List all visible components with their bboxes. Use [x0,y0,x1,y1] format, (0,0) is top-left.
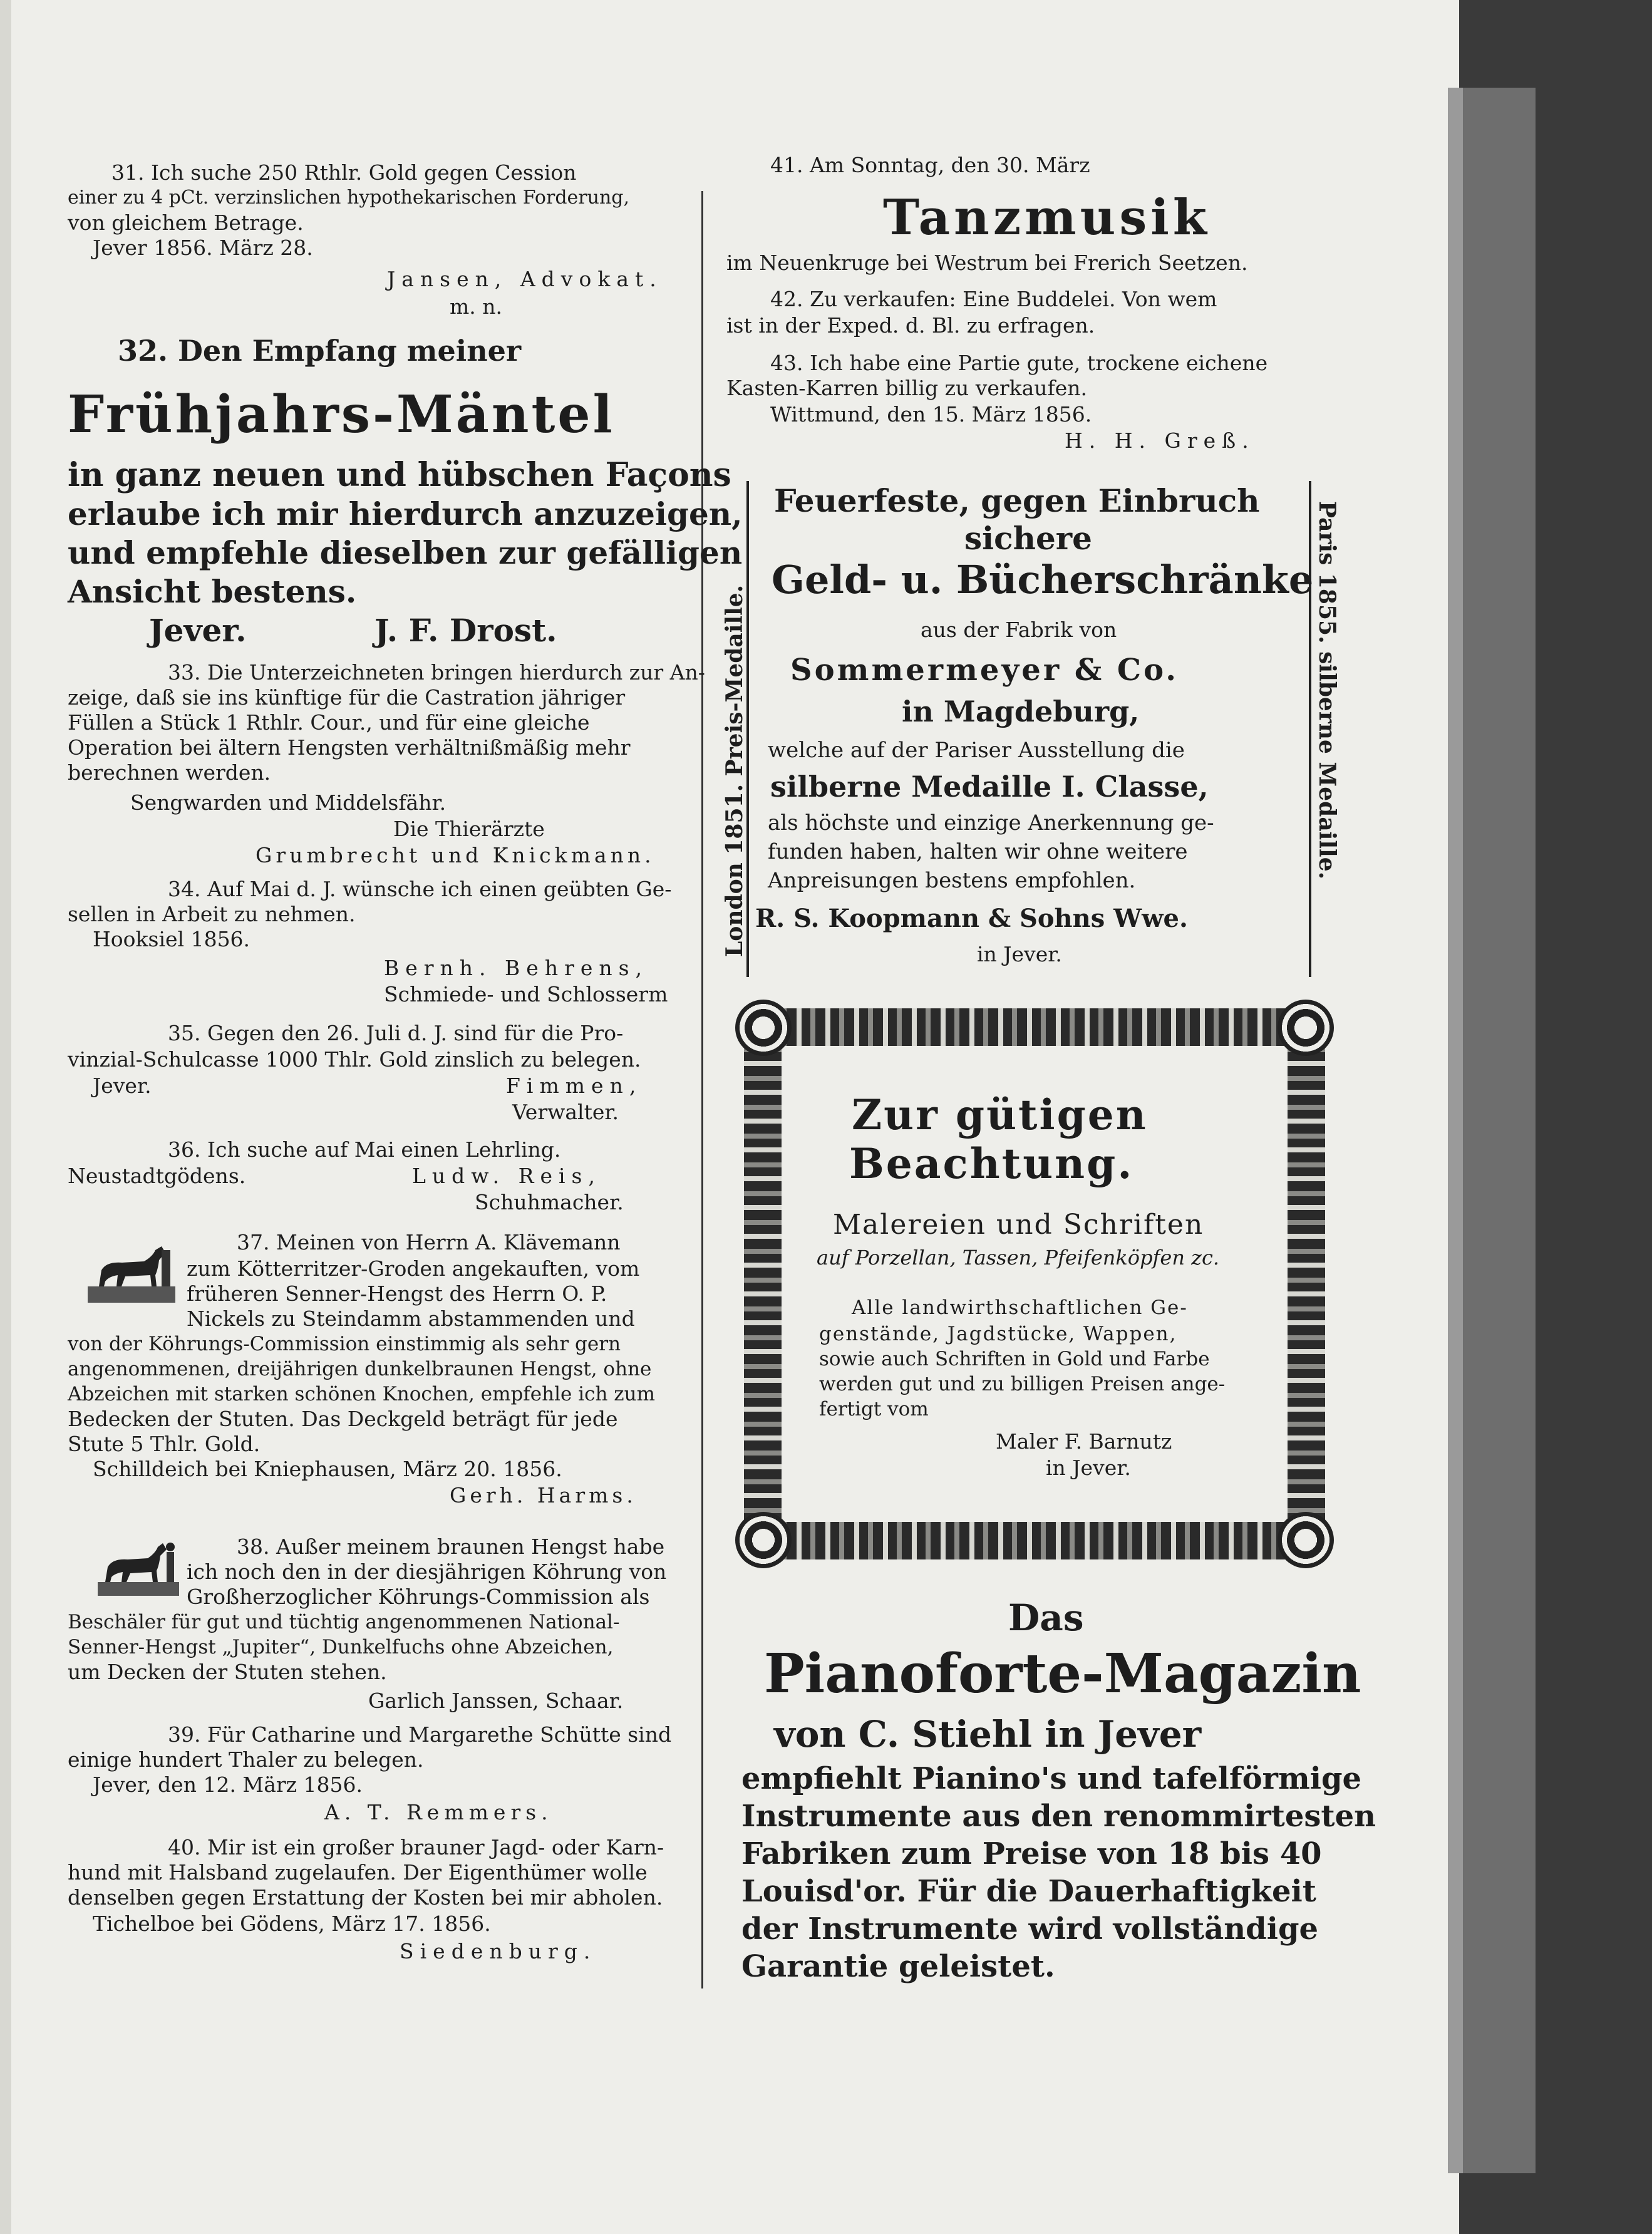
ad33-line3: Füllen a Stück 1 Rthlr. Cour., und für eine gleiche [68,710,590,735]
safe-dealer: R. S. Koopmann & Sohns Wwe. [755,904,1188,933]
ornament-right [1288,1046,1325,1522]
ad38-line4: Beschäler für gut und tüchtig angenommenen National- [68,1611,620,1633]
ad36-sign1: Ludw. Reis, [412,1164,601,1188]
ad41-title: Tanzmusik [883,189,1211,246]
ornament-corner-icon [1278,1512,1334,1568]
ad37-line4: Nickels zu Steindamm abstammenden und [187,1306,635,1331]
ad33-sign2: Grumbrecht und Knickmann. [256,843,655,867]
ad42-line1: 42. Zu verkaufen: Eine Buddelei. Von wem [770,287,1217,311]
ad38-signature: Garlich Janssen, Schaar. [368,1688,624,1713]
piano-title: Pianoforte-Magazin [764,1642,1361,1705]
safe-medal: silberne Medaille I. Classe, [770,770,1209,804]
ad37-line7: Abzeichen mit starken schönen Knochen, empfehle ich zum [68,1383,655,1405]
ad33-line4: Operation bei ältern Hengsten verhältnißmäßig mehr [68,735,631,760]
ad37-line8: Bedecken der Stuten. Das Deckgeld beträgt für jede [68,1407,618,1431]
ad32-line3: und empfehle dieselben zur gefälligen [68,534,743,571]
safe-dealer-city: in Jever. [977,942,1062,966]
painter-title1: Zur gütigen [852,1090,1148,1139]
ad33-sign1: Die Thierärzte [393,817,545,841]
ad34-line2: sellen in Arbeit zu nehmen. [68,902,356,926]
horse-woodcut-icon [88,1238,175,1306]
ad41-line1: 41. Am Sonntag, den 30. März [770,153,1090,177]
safe-side-right: Paris 1855. silberne Medaille. [1314,501,1340,880]
ad35-line1: 35. Gegen den 26. Juli d. J. sind für die Pro- [168,1021,624,1045]
ornament-top [744,1008,1325,1046]
ad38-line1: 38. Außer meinem braunen Hengst habe [237,1534,665,1559]
ad32-heading: 32. Den Empfang meiner [118,334,522,368]
piano-line4: Louisd'or. Für die Dauerhaftigkeit [741,1874,1316,1909]
safe-line6: funden haben, halten wir ohne weitere [768,839,1188,864]
ad40-line4: Tichelboe bei Gödens, März 17. 1856. [93,1911,491,1936]
ad39-signature: A. T. Remmers. [324,1800,553,1824]
ad31-line2: einer zu 4 pCt. verzinslichen hypothekarischen Forderung, [68,187,630,209]
ad34-sign2: Schmiede- und Schlosserm [384,982,668,1006]
ornament-bottom [744,1522,1325,1559]
ad40-signature: Siedenburg. [400,1939,597,1963]
ad37-line2: zum Kötterritzer-Groden angekauften, vom [187,1256,640,1281]
ad40-line3: denselben gegen Erstattung der Kosten bei mir abholen. [68,1885,663,1910]
ornament-left [744,1046,782,1522]
ad41-line2: im Neuenkruge bei Westrum bei Frerich Seetzen. [726,251,1248,275]
painter-signature-city: in Jever. [1046,1456,1131,1480]
ad34-line1: 34. Auf Mai d. J. wünsche ich einen geübten Ge- [168,877,672,901]
safe-line4: welche auf der Pariser Ausstellung die [768,738,1185,763]
safe-city: in Magdeburg, [902,695,1140,728]
ad36-line2: Neustadtgödens. [68,1164,246,1188]
ad31-line4: Jever 1856. März 28. [93,235,313,260]
ad32-title: Frühjahrs-Mäntel [68,385,615,445]
ornament-corner-icon [735,1512,792,1568]
safe-line3: aus der Fabrik von [921,618,1117,642]
horse-with-groom-woodcut-icon [98,1536,179,1598]
ad38-line2: ich noch den in der diesjährigen Köhrung von [187,1559,667,1584]
piano-line1: empfiehlt Pianino's und tafelförmige [741,1761,1362,1796]
piano-von: von C. Stiehl in Jever [774,1713,1202,1756]
ad38-line3: Großherzoglicher Köhrungs-Commission als [187,1585,650,1609]
safe-maker: Sommermeyer & Co. [790,653,1179,688]
ad31-line1: 31. Ich suche 250 Rthlr. Gold gegen Cession [111,160,577,185]
ad32-line1: in ganz neuen und hübschen Façons [68,456,731,494]
page-left-edge [0,0,11,2234]
painter-line3: sowie auch Schriften in Gold und Farbe [819,1348,1210,1370]
ad43-line3: Wittmund, den 15. März 1856. [770,402,1092,427]
ad37-line3: früheren Senner-Hengst des Herrn O. P. [187,1281,607,1306]
ad31-line3: von gleichem Betrage. [68,210,304,235]
ad36-sign2: Schuhmacher. [475,1190,624,1214]
painter-title2: Beachtung. [849,1139,1134,1188]
ad33-line2: zeige, daß sie ins künftige für die Castration jähriger [68,685,626,710]
ad31-mn: m. n. [450,294,503,319]
book-spine [1448,88,1536,2173]
ad42-line2: ist in der Exped. d. Bl. zu erfragen. [726,313,1095,338]
ad32-place: Jever. [149,612,247,649]
ad36-line1: 36. Ich suche auf Mai einen Lehrling. [168,1137,561,1162]
ornament-corner-icon [735,1000,792,1056]
ornament-corner-icon [1278,1000,1334,1056]
ad32-line2: erlaube ich mir hierdurch anzuzeigen, [68,495,743,532]
safe-side-left: London 1851. Preis-Medaille. [721,584,748,957]
painter-line1: Alle landwirthschaftlichen Ge- [852,1296,1188,1319]
ad38-line6: um Decken der Stuten stehen. [68,1660,387,1684]
painter-line4: werden gut und zu billigen Preisen ange- [819,1373,1226,1395]
ad43-line1: 43. Ich habe eine Partie gute, trockene eichene [770,351,1268,375]
painter-line2: genstände, Jagdstücke, Wappen, [819,1323,1177,1345]
ad37-line5: von der Köhrungs-Commission einstimmig als sehr gern [68,1333,621,1355]
ad32-signature: J. F. Drost. [374,612,557,649]
ad34-sign1: Bernh. Behrens, [384,956,649,980]
ad39-line3: Jever, den 12. März 1856. [93,1772,363,1797]
painter-signature: Maler F. Barnutz [996,1429,1172,1454]
ad33-line5: berechnen werden. [68,760,271,785]
safe-line5: als höchste und einzige Anerkennung ge- [768,810,1214,835]
ad35-sign1: Fimmen, [506,1073,643,1098]
ad32-line4: Ansicht bestens. [68,573,357,610]
ad35-sign2: Verwalter. [512,1100,619,1124]
ad37-signature: Gerh. Harms. [450,1483,637,1507]
ad37-line9: Stute 5 Thlr. Gold. [68,1432,261,1456]
ad34-line3: Hooksiel 1856. [93,927,250,951]
painter-head1: Malereien und Schriften [833,1209,1204,1241]
piano-line5: der Instrumente wird vollständige [741,1911,1319,1947]
safe-title: Geld- u. Bücherschränke [772,557,1314,602]
ad33-line6: Sengwarden und Middelsfähr. [130,790,447,815]
piano-line2: Instrumente aus den renommirtesten [741,1799,1376,1834]
painter-head2: auf Porzellan, Tassen, Pfeifenköpfen zc. [817,1246,1220,1270]
safe-line2: sichere [964,520,1092,557]
ad39-line2: einige hundert Thaler zu belegen. [68,1747,424,1772]
ad40-line2: hund mit Halsband zugelaufen. Der Eigenthümer wolle [68,1860,648,1885]
painter-line5: fertigt vom [819,1398,929,1420]
ad37-line10: Schilldeich bei Kniephausen, März 20. 1856. [93,1457,562,1481]
safe-line1: Feuerfeste, gegen Einbruch [774,482,1260,519]
ad43-line2: Kasten-Karren billig zu verkaufen. [726,376,1088,400]
ad33-line1: 33. Die Unterzeichneten bringen hierdurch zur An- [168,660,705,685]
ad43-signature: H. H. Greß. [1065,428,1255,453]
piano-line3: Fabriken zum Preise von 18 bis 40 [741,1836,1322,1871]
ad38-line5: Senner-Hengst „Jupiter“, Dunkelfuchs ohne Abzeichen, [68,1636,614,1658]
ad35-line3: Jever. [93,1073,152,1098]
ad37-line1: 37. Meinen von Herrn A. Klävemann [237,1230,621,1254]
ad40-line1: 40. Mir ist ein großer brauner Jagd- oder Karn- [168,1835,664,1859]
safe-line7: Anpreisungen bestens empfohlen. [768,868,1136,893]
piano-line6: Garantie geleistet. [741,1949,1055,1984]
ad39-line1: 39. Für Catharine und Margarethe Schütte sind [168,1722,672,1747]
piano-das: Das [1008,1596,1084,1639]
ad31-signature: Jansen, Advokat. [387,267,663,291]
ad35-line2: vinzial-Schulcasse 1000 Thlr. Gold zinslich zu belegen. [68,1047,641,1072]
ad37-line6: angenommenen, dreijährigen dunkelbraunen Hengst, ohne [68,1358,652,1380]
